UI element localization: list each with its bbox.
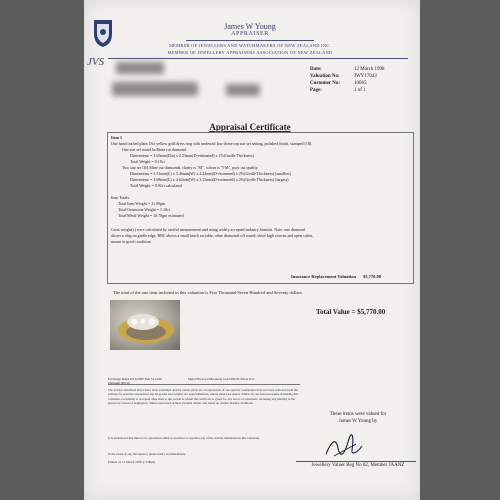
printed-on: Printed on 12 March 1998 at 3:08pm — [108, 460, 156, 464]
valuer-registration: Jewellery Valuer Reg No 62, Member JAANZ — [311, 463, 405, 468]
valuation-label: Valuation No: — [310, 74, 340, 79]
totals-heading: Item Totals: — [111, 195, 131, 200]
understood-note: It is understood that there is no agreement either to purchase or appraise any of the articles mentioned in this valuation. — [108, 436, 260, 440]
total-line: Total Gemstone Weight = 1.10ct — [118, 207, 170, 212]
item-line: Dimensions = 4.68mm(L) x 4.62mm(W) x 3.23mm(D-estimated) x 2%(Girdle Thickness) (largest) — [130, 177, 289, 182]
total-words: The total of the one item included in this valuation is Five Thousand Seven Hundred and Seventy dollars. — [113, 290, 303, 295]
redacted-name — [116, 62, 164, 74]
valued-line-1: These items were valued for — [329, 412, 387, 417]
signature-icon — [322, 434, 366, 460]
total-line: Total Metal Weight = 10.78gm estimated — [118, 213, 184, 218]
page-label: Page: — [310, 88, 322, 93]
item-line: Dimensions = 3.51mm(L) x 3.46mm(W) x 2.22mm(D-estimated) x 2%(Girdle Thickness) (smallest) — [130, 171, 291, 176]
ring-icon — [110, 300, 180, 350]
item-line: Total Weight = 0.18ct — [130, 159, 165, 164]
box-bottom-rule — [107, 283, 412, 284]
customer-label: Customer No: — [310, 81, 341, 86]
exchange-rates: Exchange Rates US 0.5807 Yen 74.4190 — [108, 377, 162, 381]
date-label: Date: — [310, 67, 322, 72]
item-line: Dimensions = 3.65mm(Dia) x 2.23mm(D-estimated) x 1%(Girdle Thickness) — [130, 153, 254, 158]
membership-line-1: MEMBER OF JEWELLERS AND WATCHMAKERS OF NEW ZEALAND INC. — [168, 43, 332, 48]
item-line: One star set round brilliant cut diamond. — [122, 147, 187, 152]
total-line: Total Item Weight = 11.00gm — [118, 201, 166, 206]
insurance-label: Insurance Replacement Valuation — [291, 274, 357, 279]
item-line: One hand crafted plain 18ct yellow gold dress ring with underrail low dome top star set setting, polished finish, stamped (18). — [111, 141, 313, 146]
item-line: Two star set Old Mine cut diamonds, clarity is "SI", colour is "I-M", poor cut quality. — [122, 165, 259, 170]
jvs-logo-icon — [86, 54, 112, 68]
page-value: 1 of 1 — [354, 88, 366, 93]
carat-note: Carat weight(s) were calculated by careful measurement and using widely accepted industry formula. Note: one diamond — [111, 227, 305, 232]
valuation-meta — [310, 66, 385, 94]
redacted-phone — [226, 84, 260, 96]
redacted-address — [112, 82, 198, 96]
item-heading: Item 1 — [111, 135, 122, 140]
valuation-value: JWY17043 — [354, 74, 377, 79]
item-line: Total Weight = 0.92ct calculated — [130, 183, 182, 188]
header-rule — [186, 40, 314, 41]
appraiser-name: James W Young — [224, 22, 276, 31]
metal-prices: Metal Prices (US$/ounce) Gold 292.65 Silver 6.11 — [188, 377, 255, 381]
header-divider — [108, 58, 408, 59]
item-box — [107, 132, 414, 284]
certificate-title: Appraisal Certificate — [209, 122, 291, 132]
carat-note: shows a chip on girdle edge, RBC shows a small knick on table, other diamonds off round, show high crowns and open culets, — [111, 233, 314, 238]
footer-rule — [108, 384, 300, 385]
customer-value: 10065 — [354, 81, 367, 86]
valued-line-2: James W Young by — [338, 419, 378, 424]
appraiser-role: APPRAISER — [231, 31, 269, 37]
membership-line-2: MEMBER OF JEWELLERY APPRAISERS ASSOCIATION OF NEW ZEALAND — [167, 50, 333, 55]
total-value: Total Value = $5,770.00 — [316, 308, 386, 316]
platinum-price: Platinum 385.50 — [108, 381, 130, 385]
signature-rule — [296, 461, 416, 462]
ring-photo — [110, 300, 180, 350]
disclaimer: The articles described above have been examined and the values given are an expression of our opinion. Gemstones have not been removed from the settings for accurate assessment and all grades and weights are approximations, unless otherwise stated. Whilst all care has been taken in making this valuation, no liability is accepted other than to the person to whom the certificate is given for any errors or omissions, including any liability to the person by reason of negligence. Values expressed in New Zealand dollars and based on current market conditions. — [108, 388, 299, 405]
svg-text:JVS: JVS — [87, 56, 105, 68]
carat-note: mount in good condition. — [111, 239, 152, 244]
date-value: 12 March 1998 — [354, 67, 385, 72]
insurance-value: $5,770.00 — [363, 274, 381, 279]
discrepancy-note: In the event of any discrepancy please notify us immediately. — [108, 452, 187, 456]
